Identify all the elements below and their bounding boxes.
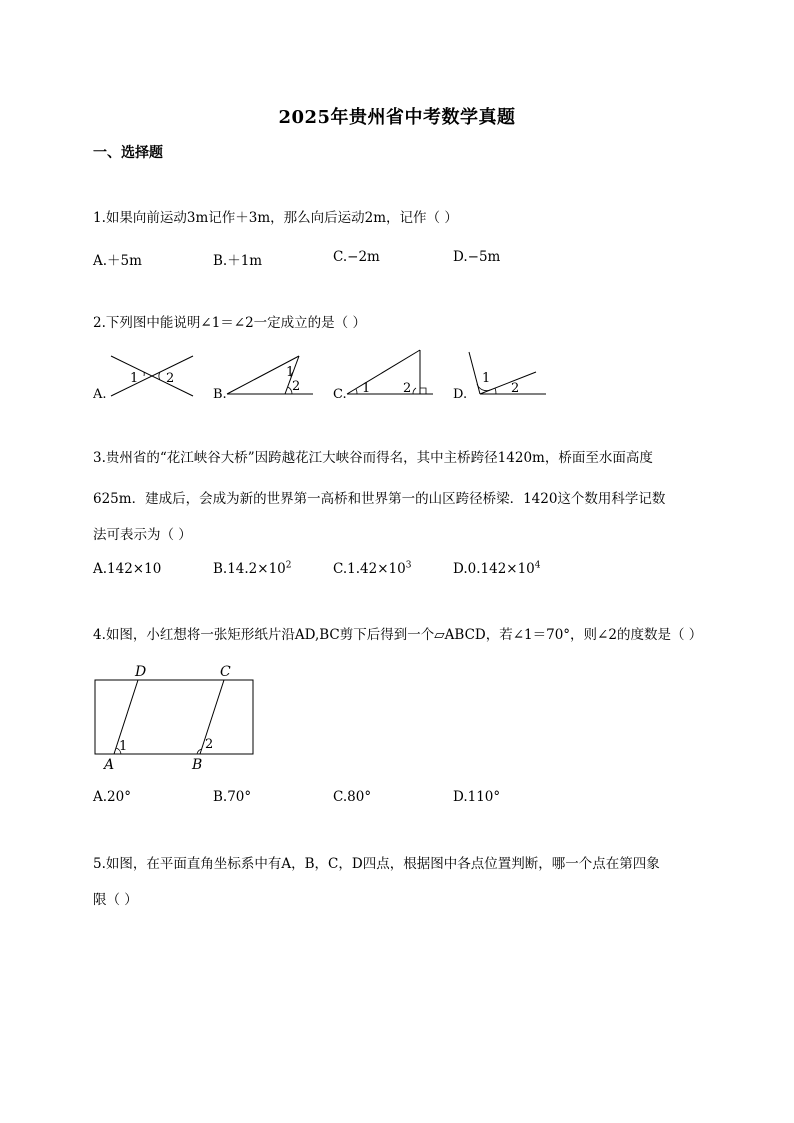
q2d-angle-2: 2 <box>511 381 520 396</box>
question-3-options <box>93 561 713 581</box>
q4-angle-1: 1 <box>119 739 128 754</box>
q2-label-d: D. <box>453 387 468 402</box>
q2-figure-svg <box>93 348 553 406</box>
section-heading: 一、选择题 <box>93 145 163 161</box>
q3-option-d[interactable]: $D.0.142\times 10^4$ <box>453 560 541 577</box>
q2b-angle-1: 1 <box>286 365 295 380</box>
q4-option-d[interactable]: D.110° <box>453 789 501 805</box>
question-2-stem: 2.下列图中能说明∠1＝∠2一定成立的是（ ） <box>93 315 366 331</box>
q3-option-a[interactable]: A.142×10 <box>93 561 162 577</box>
question-1-options <box>93 249 713 269</box>
q4-point-a: A <box>104 757 115 773</box>
q4-option-c[interactable]: C.80° <box>333 789 372 805</box>
q2-label-b: B. <box>213 387 227 402</box>
q3-option-c[interactable]: $C.1.42\times 10^3$ <box>333 560 412 577</box>
question-4-stem: 4.如图，小红想将一张矩形纸片沿AD,BC剪下后得到一个▱ABCD，若∠1＝70°，则∠2的度数是（ ） <box>93 627 703 643</box>
q2-label-c: C. <box>333 387 347 402</box>
q2c-angle-2: 2 <box>403 381 412 396</box>
q1-option-a[interactable]: A.＋5m <box>93 253 142 269</box>
q4-option-b[interactable]: B.70° <box>213 789 252 805</box>
q1-option-b[interactable]: B.＋1m <box>213 253 263 269</box>
question-3-line-2: 625m．建成后，会成为新的世界第一高桥和世界第一的山区跨径桥梁．1420这个数用科学记数 <box>93 491 666 507</box>
page-title: 2025年贵州省中考数学真题 <box>278 107 516 128</box>
q2c-angle-1: 1 <box>362 381 371 396</box>
q4-parallelogram-svg <box>93 662 263 774</box>
q4-angle-2: 2 <box>205 737 214 752</box>
question-3-line-1: 3.贵州省的“花江峡谷大桥”因跨越花江大峡谷而得名，其中主桥跨径1420m，桥面至水面高度 <box>93 450 653 466</box>
question-5-line-1: 5.如图，在平面直角坐标系中有A，B，C，D四点，根据图中各点位置判断，哪一个点在第四象 <box>93 856 660 872</box>
q4-option-a[interactable]: A.20° <box>93 789 131 805</box>
question-1-stem: 1.如果向前运动3m记作＋3m，那么向后运动2m，记作（ ） <box>93 210 458 226</box>
q2a-angle-2: 2 <box>166 371 175 386</box>
q2-figure-a[interactable] <box>93 356 193 402</box>
q1-option-d[interactable]: D.−5m <box>453 249 501 265</box>
q2a-angle-1: 1 <box>130 371 139 386</box>
question-4-figure <box>93 662 263 774</box>
q2-figure-c[interactable] <box>333 350 433 402</box>
q2-figure-b[interactable] <box>213 356 313 402</box>
q2d-angle-1: 1 <box>482 371 491 386</box>
q4-point-c: C <box>220 664 231 680</box>
q2-label-a: A. <box>93 387 107 402</box>
q2b-angle-2: 2 <box>292 379 301 394</box>
q4-point-b: B <box>192 757 203 773</box>
q3-option-b[interactable]: $B.14.2\times 10^2$ <box>213 560 292 577</box>
q2-figure-d[interactable] <box>453 352 546 402</box>
question-3-line-3: 法可表示为（ ） <box>93 527 192 543</box>
q4-point-d: D <box>135 664 147 680</box>
question-4-options <box>93 789 713 809</box>
q1-option-c[interactable]: C.−2m <box>333 249 380 265</box>
question-5-line-2: 限（ ） <box>93 892 138 908</box>
question-2-figures <box>93 348 553 406</box>
